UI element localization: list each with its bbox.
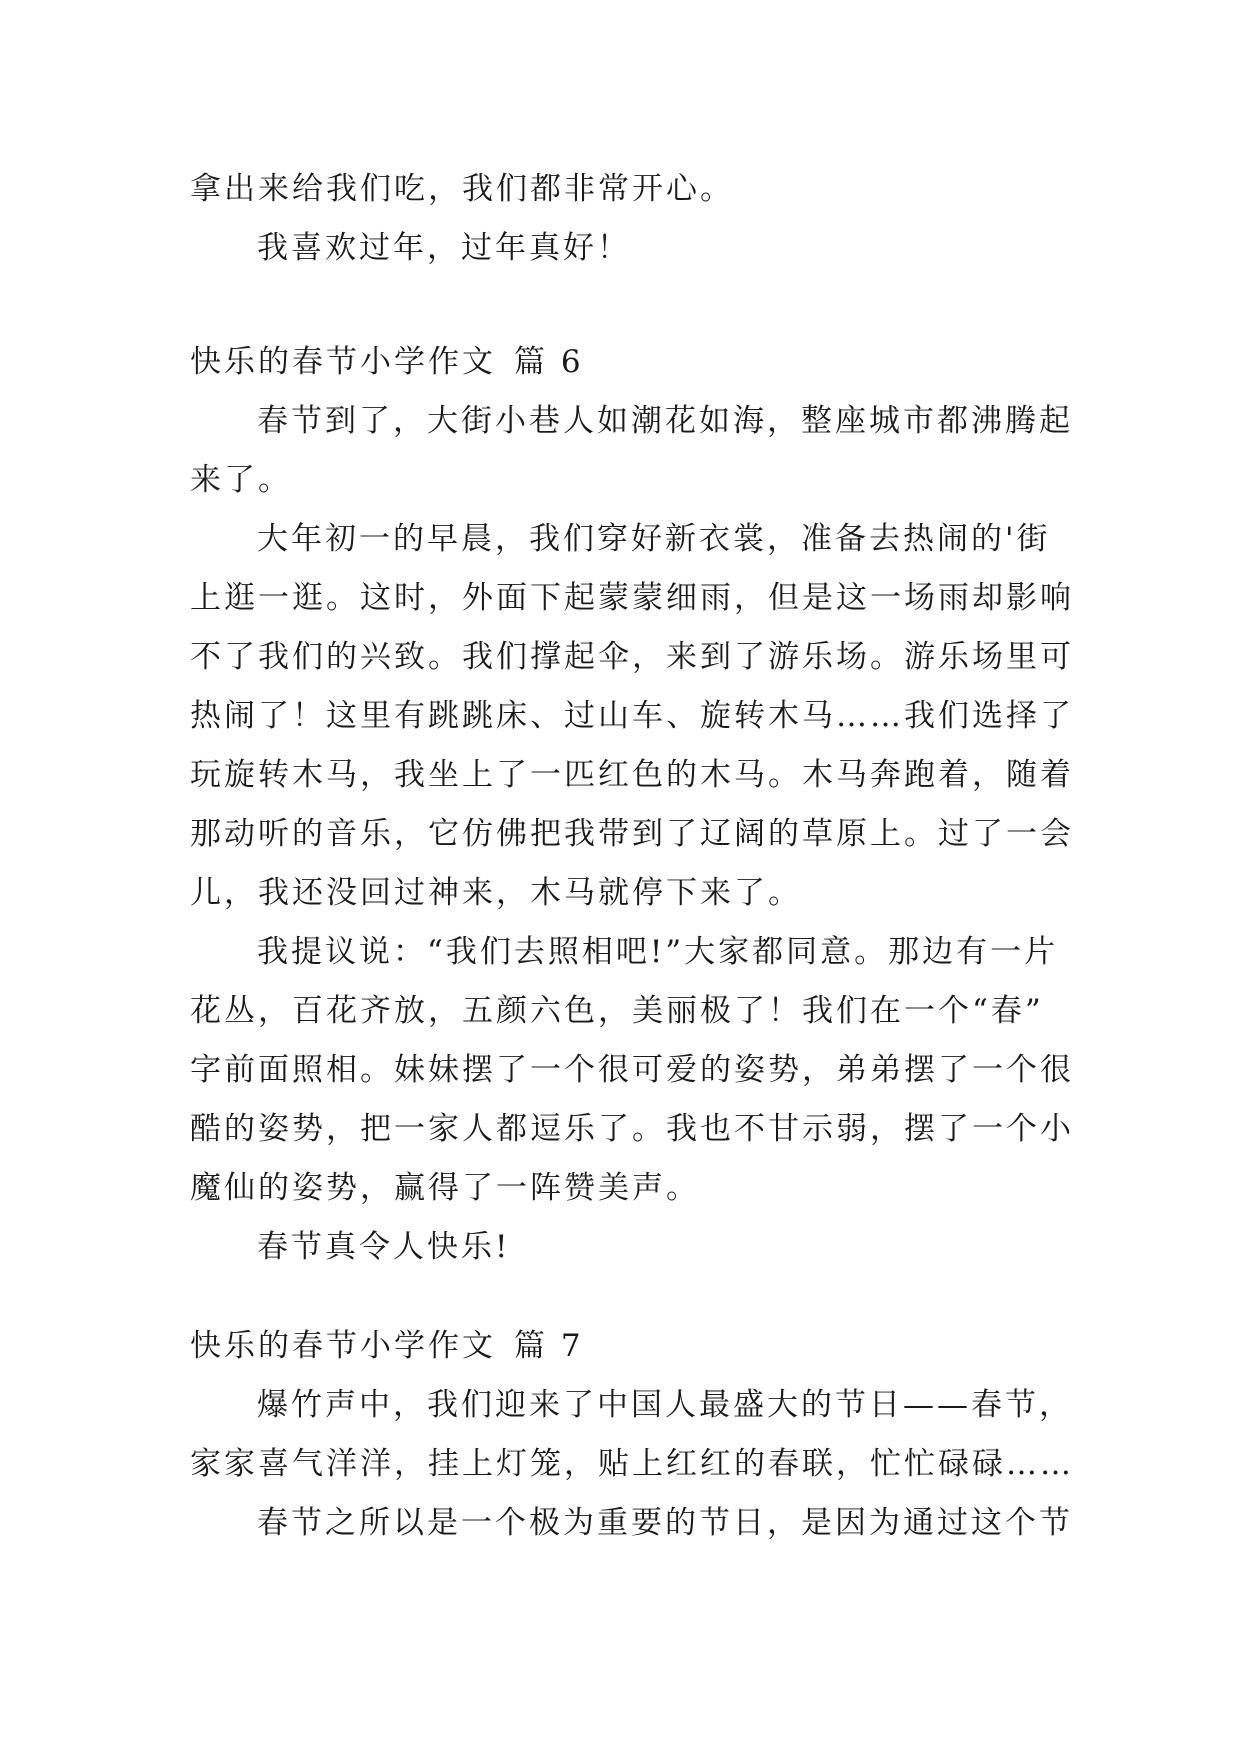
- paragraph-line: 爆竹声中，我们迎来了中国人最盛大的节日——春节，: [257, 1387, 1073, 1423]
- paragraph-line: 魔仙的姿势，赢得了一阵赞美声。: [190, 1170, 700, 1206]
- paragraph-line: 玩旋转木马，我坐上了一匹红色的木马。木马奔跑着，随着: [190, 757, 1074, 793]
- paragraph-line: 不了我们的兴致。我们撑起伞，来到了游乐场。游乐场里可: [190, 639, 1074, 675]
- essay-title: 快乐的春节小学作文: [190, 344, 496, 380]
- essay-title: 快乐的春节小学作文: [190, 1328, 496, 1364]
- paragraph-line: 上逛一逛。这时，外面下起蒙蒙细雨，但是这一场雨却影响: [190, 580, 1074, 616]
- paragraph-line: 春节真令人快乐!: [257, 1229, 511, 1265]
- paragraph-line: 酷的姿势，把一家人都逗乐了。我也不甘示弱，摆了一个小: [190, 1111, 1074, 1147]
- paragraph-line: 那动听的音乐，它仿佛把我带到了辽阔的草原上。过了一会: [190, 816, 1074, 852]
- paragraph-line: 热闹了！这里有跳跳床、过山车、旋转木马……我们选择了: [190, 698, 1074, 734]
- essay-number: 篇 6: [514, 344, 584, 380]
- paragraph-line: 拿出来给我们吃，我们都非常开心。: [190, 171, 734, 207]
- paragraph-line: 家家喜气洋洋，挂上灯笼，贴上红红的春联，忙忙碌碌……: [190, 1446, 1074, 1482]
- paragraph-line: 儿，我还没回过神来，木马就停下来了。: [190, 875, 802, 911]
- paragraph-line: 大年初一的早晨，我们穿好新衣裳，准备去热闹的'街: [257, 521, 1051, 557]
- paragraph-line: 我喜欢过年，过年真好！: [257, 230, 631, 266]
- paragraph-line: 来了。: [190, 462, 292, 498]
- paragraph-line: 春节之所以是一个极为重要的节日，是因为通过这个节: [257, 1505, 1073, 1541]
- paragraph-line: 花丛，百花齐放，五颜六色，美丽极了！我们在一个“春”: [190, 993, 1044, 1029]
- essay-6: [190, 333, 1074, 1277]
- essay-5-tail: [190, 160, 1060, 278]
- essay-7: [190, 1317, 1074, 1553]
- essay-number: 篇 7: [514, 1328, 584, 1364]
- paragraph-line: 我提议说：“我们去照相吧!”大家都同意。那边有一片: [257, 934, 1059, 970]
- essay-heading: [190, 1317, 1060, 1376]
- essay-heading: [190, 333, 1060, 392]
- paragraph-line: 字前面照相。妹妹摆了一个很可爱的姿势，弟弟摆了一个很: [190, 1052, 1074, 1088]
- paragraph-line: 春节到了，大街小巷人如潮花如海，整座城市都沸腾起: [257, 403, 1073, 439]
